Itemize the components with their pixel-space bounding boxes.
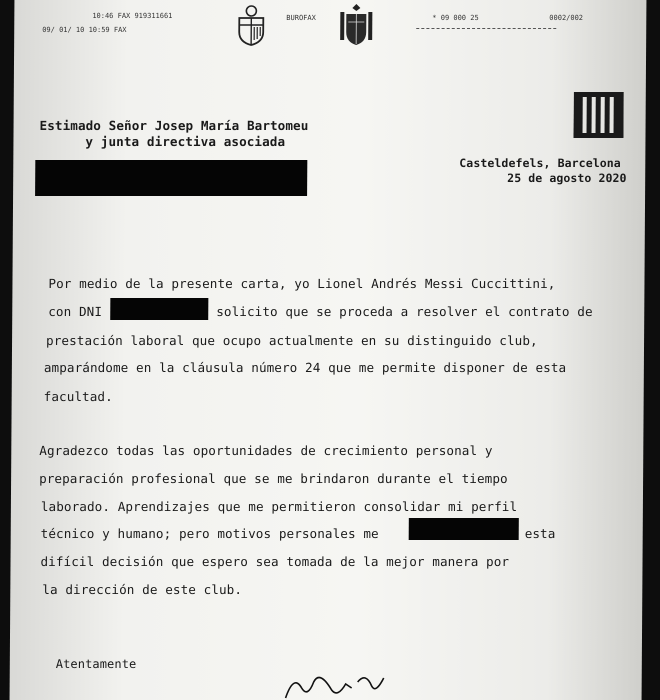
closing: Atentamente xyxy=(55,657,137,671)
barcelona-crest-icon xyxy=(234,4,268,46)
salutation-line-2: y junta directiva asociada xyxy=(85,134,286,149)
fax-header-left-top: 10:46 FAX 919311661 xyxy=(92,12,173,20)
paragraph1-line-2-pre: con DNI xyxy=(48,304,103,319)
spain-coat-of-arms-icon xyxy=(336,2,376,48)
paragraph1-line-3: prestación laboral que ocupo actualmente en su distinguido club, xyxy=(46,333,538,348)
redacted-personal-reason xyxy=(409,518,519,540)
fax-header-middle: BUROFAX xyxy=(286,14,316,22)
catalonia-government-logo xyxy=(573,92,623,138)
paragraph2-line-1: Agradezco todas las oportunidades de crecimiento personal y xyxy=(39,443,493,458)
fax-header-right: * 09 000 25 xyxy=(432,14,479,22)
redacted-dni xyxy=(110,298,208,320)
paragraph1-line-5: facultad. xyxy=(43,389,113,404)
salutation-line-1: Estimado Señor Josep María Bartomeu xyxy=(39,118,309,133)
paragraph2-line-2: preparación profesional que se me brindaron durante el tiempo xyxy=(39,471,508,486)
paragraph2-line-6: la dirección de este club. xyxy=(42,582,243,597)
letter-page xyxy=(10,0,647,700)
paragraph2-line-4-post: esta xyxy=(524,526,556,541)
signature-image xyxy=(280,664,390,700)
paragraph1-line-4: amparándome en la cláusula número 24 que me permite disponer de esta xyxy=(43,360,567,375)
paragraph2-line-3: laborado. Aprendizajes que me permitieron consolidar mi perfil xyxy=(40,499,518,514)
paragraph1-line-1: Por medio de la presente carta, yo Lionel Andrés Messi Cuccittini, xyxy=(48,276,556,291)
fax-header-rule xyxy=(416,28,556,29)
fax-header-far-right: 0002/002 xyxy=(549,14,584,22)
letter-place: Casteldefels, Barcelona xyxy=(459,156,621,170)
paragraph2-line-5: difícil decisión que espero sea tomada de la mejor manera por xyxy=(40,554,510,569)
paragraph2-line-4-pre: técnico y humano; pero motivos personales me xyxy=(40,526,379,541)
letter-date: 25 de agosto 2020 xyxy=(507,171,627,185)
redacted-address-block xyxy=(35,160,307,196)
paragraph1-line-2-post: solicito que se proceda a resolver el contrato de xyxy=(216,304,593,319)
fax-header-left-bottom: 09/ 01/ 10 10:59 FAX xyxy=(42,26,127,34)
